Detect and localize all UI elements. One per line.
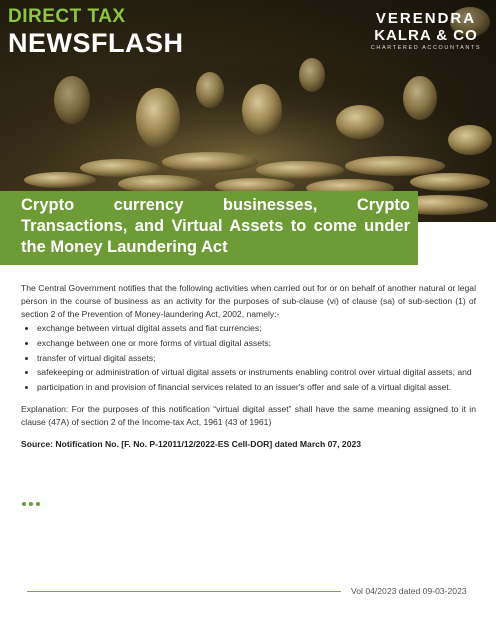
decorative-dots	[22, 502, 40, 506]
intro-paragraph: The Central Government notifies that the following activities when carried out for or on behalf of another natural or legal person in the course of business as an activity for the purposes of sub-clause (vi) of clause (sa) of sub-section (1) of section 2 of the Prevention of Money-laundering Act, 2002, namely:-	[21, 283, 476, 319]
logo-firm-name-2: KALRA & CO	[374, 27, 478, 44]
footer-divider	[27, 591, 341, 592]
newsletter-kicker: DIRECT TAX	[8, 6, 126, 27]
logo-firm-name-1: VERENDRA	[375, 10, 477, 27]
logo-tagline: CHARTERED ACCOUNTANTS	[370, 45, 482, 51]
dot-icon	[29, 502, 33, 506]
source-citation: Source: Notification No. [F. No. P-12011/12/2022-ES Cell-DOR] dated March 07, 2023	[21, 439, 362, 450]
article-body	[21, 282, 476, 451]
firm-logo	[368, 10, 484, 52]
list-item: • participation in and provision of financial services related to an issuer's offer and sale of a virtual digital asset.	[37, 381, 476, 394]
article-title-banner: Crypto currency businesses, Crypto Transactions, and Virtual Assets to come under the Money Laundering Act	[0, 191, 418, 265]
dot-icon	[36, 502, 40, 506]
hero-image	[0, 0, 496, 222]
list-item: • exchange between virtual digital assets and fiat currencies;	[37, 322, 476, 335]
newsletter-title	[8, 6, 184, 58]
explanation-paragraph: Explanation: For the purposes of this notification “virtual digital asset” shall have the same meaning assigned to it in clause (47A) of section 2 of the Income-tax Act, 1961 (43 of 1961)	[21, 404, 476, 428]
list-item: • transfer of virtual digital assets;	[37, 352, 476, 365]
footer-volume: Vol 04/2023 dated 09-03-2023	[351, 586, 467, 596]
list-item: • exchange between one or more forms of virtual digital assets;	[37, 337, 476, 350]
newsletter-headline: NEWSFLASH	[8, 28, 184, 58]
list-item: • safekeeping or administration of virtual digital assets or instruments enabling control over virtual digital assets; and	[37, 366, 476, 379]
activities-list	[21, 322, 476, 395]
dot-icon	[22, 502, 26, 506]
